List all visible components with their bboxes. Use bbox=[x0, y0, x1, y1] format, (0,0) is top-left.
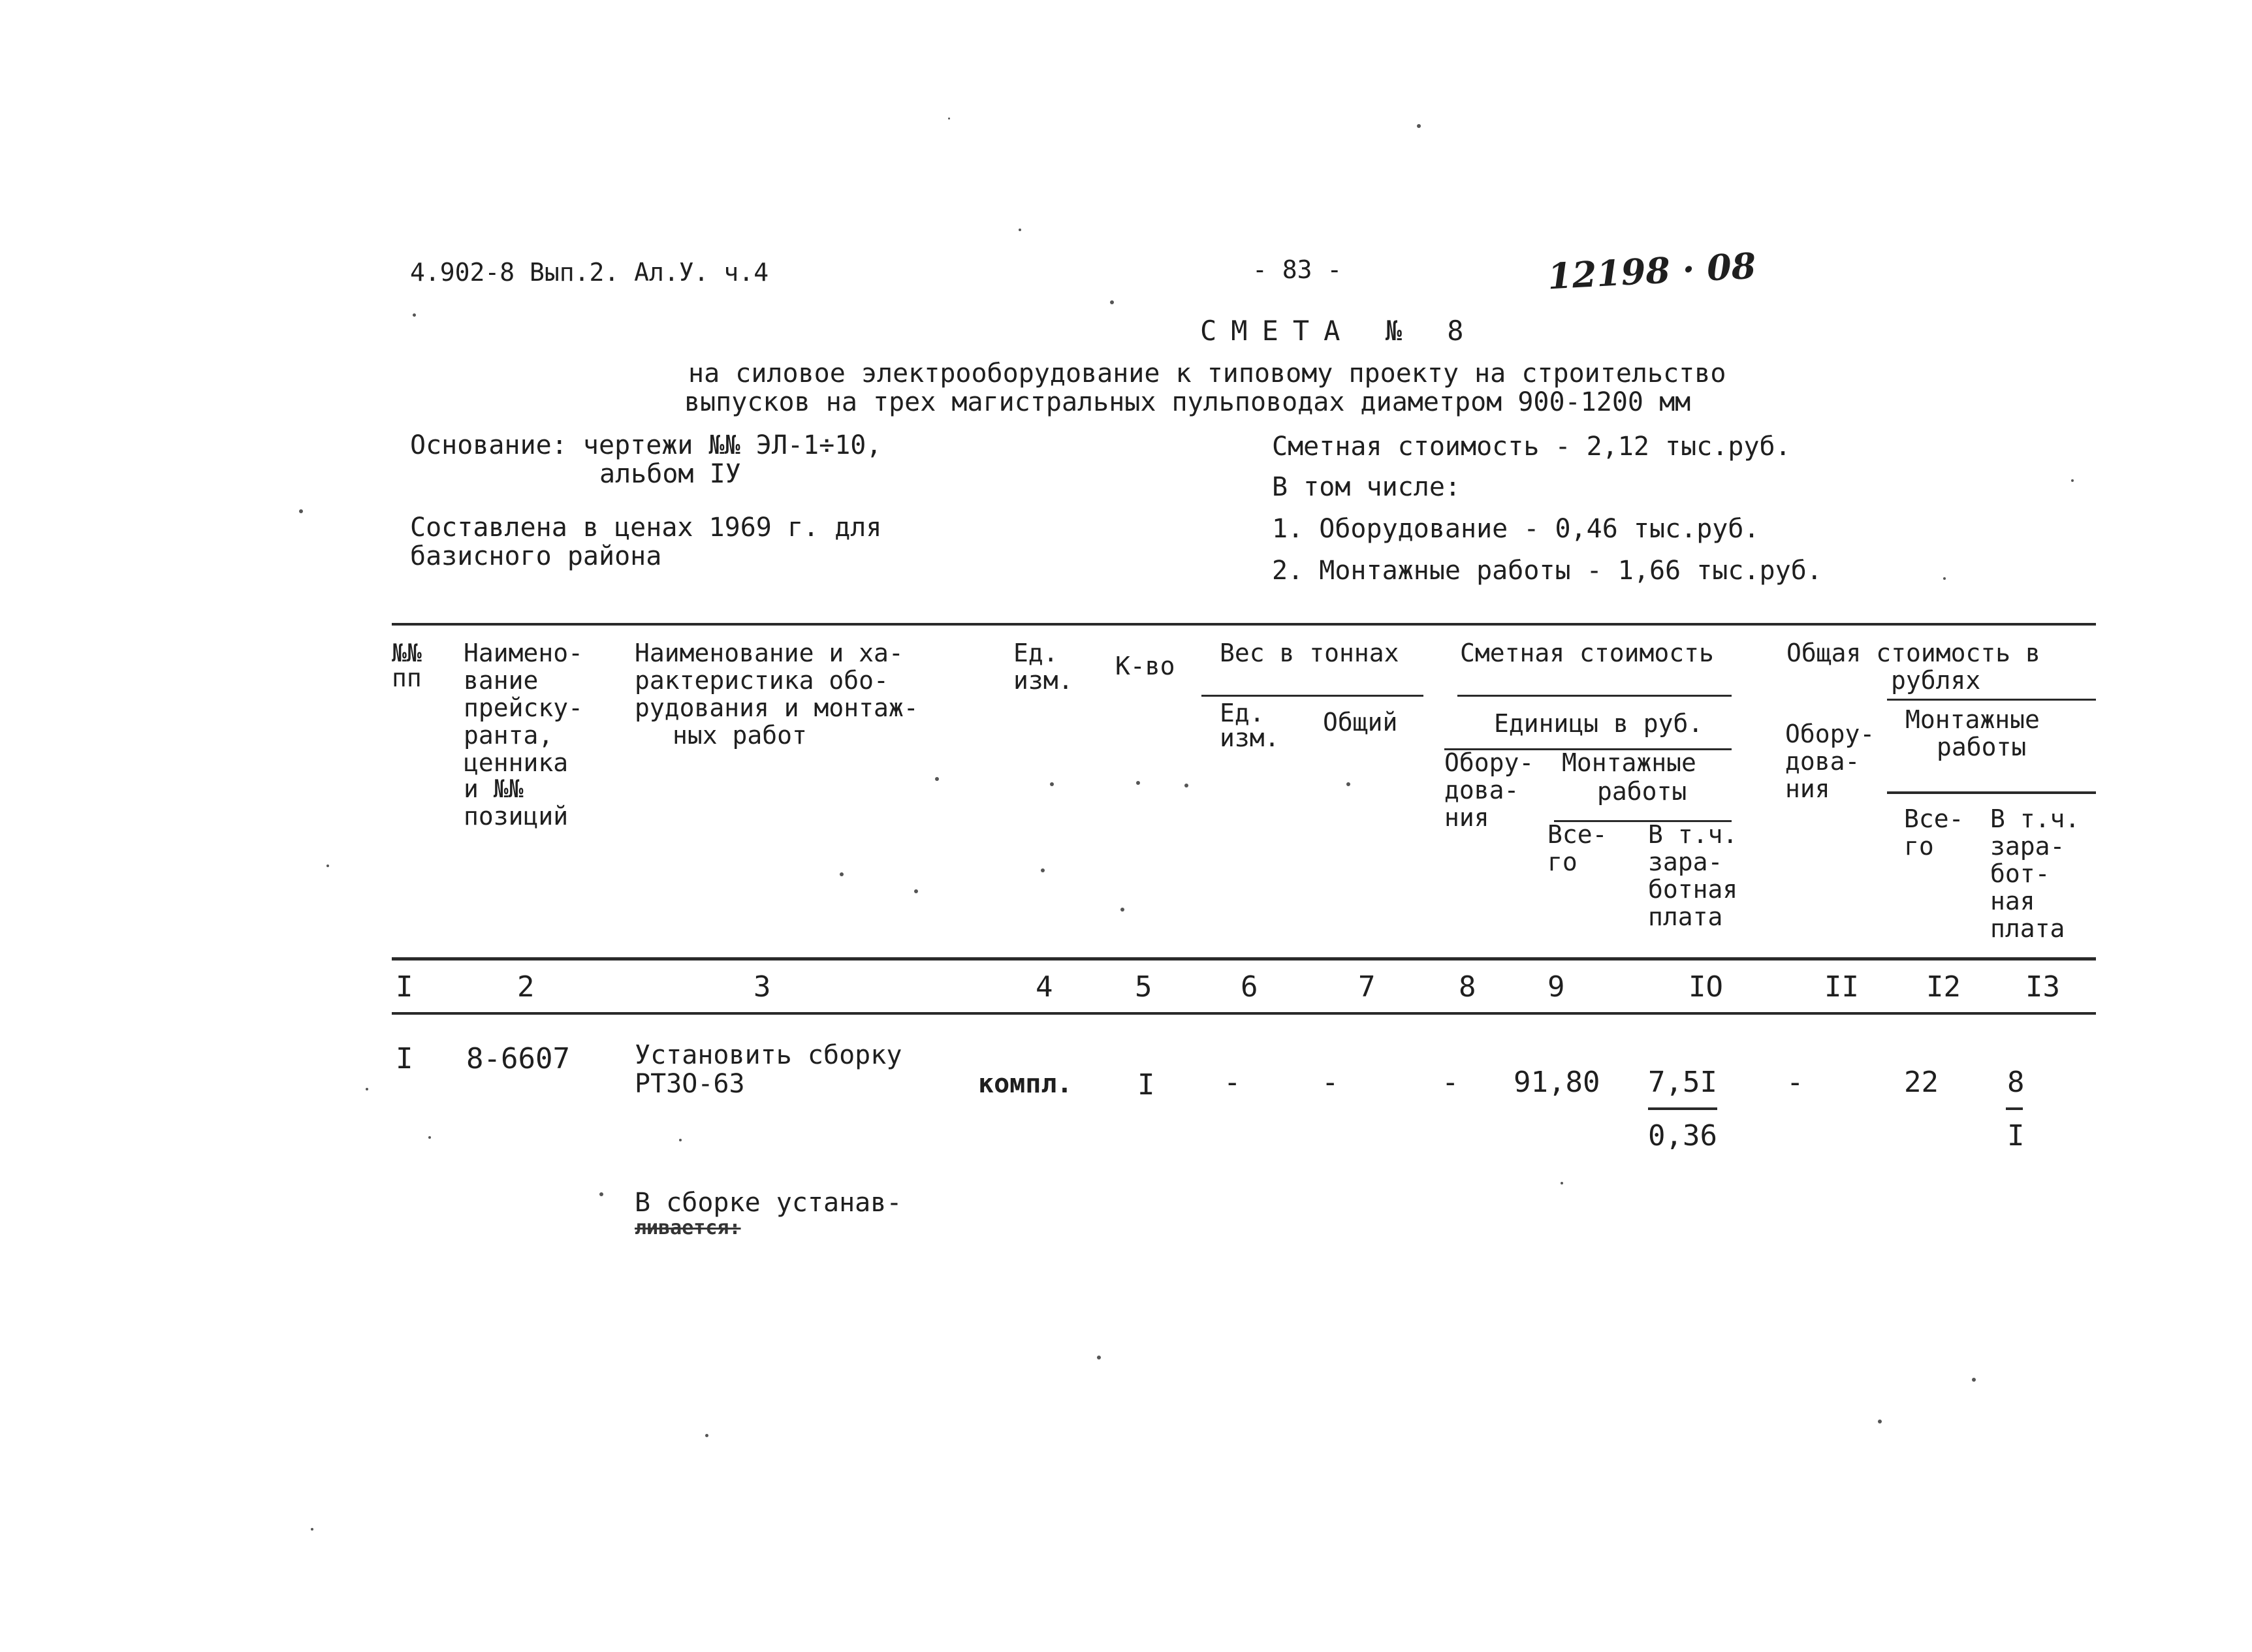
scan-speck bbox=[299, 509, 303, 513]
scan-speck bbox=[1346, 782, 1350, 786]
weight-header: Вес в тоннах bbox=[1220, 639, 1399, 667]
col1-header-l1: №№ bbox=[392, 639, 422, 667]
est-cost-header: Сметная стоимость bbox=[1460, 639, 1714, 667]
row-equip: - bbox=[1442, 1066, 1459, 1099]
mont-wage-header-l4: плата bbox=[1648, 902, 1723, 931]
mont-wage-header-l2: зара- bbox=[1648, 848, 1723, 876]
col3-header-l3: рудования и монтаж- bbox=[635, 693, 919, 722]
scan-speck bbox=[1972, 1378, 1976, 1382]
row-total-wage-rule bbox=[2006, 1107, 2023, 1110]
total-wage-header-l1: В т.ч. bbox=[1990, 804, 2080, 833]
basis-line-1: Основание: чертежи №№ ЭЛ-1÷10, bbox=[410, 430, 882, 460]
col-number-10: IO bbox=[1689, 970, 1723, 1004]
mont-all-header-l1: Все- bbox=[1547, 820, 1608, 849]
row-weight-unit: - bbox=[1224, 1066, 1241, 1099]
total-mont-header-l1: Монтажные bbox=[1905, 705, 2040, 734]
col2-header-l4: ранта, bbox=[464, 721, 554, 750]
col-number-6: 6 bbox=[1241, 970, 1258, 1004]
scan-speck bbox=[413, 313, 416, 317]
mont-wage-header-l1: В т.ч. bbox=[1648, 820, 1738, 849]
table-top-rule bbox=[392, 623, 2096, 626]
scan-speck bbox=[428, 1136, 431, 1139]
handwritten-number: 12198 · 08 bbox=[1546, 244, 1757, 298]
row-weight-total: - bbox=[1322, 1066, 1339, 1099]
col2-header-l6: и №№ bbox=[464, 774, 524, 803]
scan-speck bbox=[935, 777, 939, 781]
equip-header-l3: ния bbox=[1444, 803, 1489, 832]
tmont-rule bbox=[1887, 791, 2096, 794]
document-title: СМЕТА № 8 bbox=[1200, 315, 1478, 347]
including-label: В том числе: bbox=[1272, 472, 1461, 502]
total-cost-header-l2: рублях bbox=[1891, 666, 1981, 695]
units-rub-header: Единицы в руб. bbox=[1494, 709, 1704, 738]
scan-speck bbox=[1417, 124, 1421, 128]
subtitle-line-2: выпусков на трех магистральных пульповодах диаметром 900-1200 мм bbox=[684, 387, 1691, 417]
column-numbers-rule bbox=[392, 1012, 2096, 1015]
total-equip-header-l2: дова- bbox=[1785, 747, 1860, 776]
page-number: - 83 - bbox=[1252, 255, 1342, 284]
equip-header-l2: дова- bbox=[1444, 776, 1519, 804]
scan-speck bbox=[1561, 1182, 1563, 1184]
total-wage-header-l4: ная bbox=[1990, 887, 2035, 915]
col-number-9: 9 bbox=[1547, 970, 1565, 1004]
prices-line-2: базисного района bbox=[410, 541, 662, 571]
prices-line-1: Составлена в ценах 1969 г. для bbox=[410, 513, 882, 543]
scan-speck bbox=[840, 872, 844, 876]
scan-speck bbox=[1110, 300, 1114, 304]
col-number-13: I3 bbox=[2025, 970, 2060, 1004]
col-number-11: II bbox=[1824, 970, 1859, 1004]
scan-speck bbox=[948, 118, 950, 119]
total-equip-header-l3: ния bbox=[1785, 774, 1830, 803]
col2-header-l3: прейску- bbox=[464, 693, 584, 722]
scan-speck bbox=[311, 1528, 313, 1531]
col2-header-l1: Наимено- bbox=[464, 639, 584, 667]
scan-speck bbox=[914, 889, 918, 893]
total-cost-rule bbox=[1887, 699, 2096, 701]
col3-header-l4: ных работ bbox=[673, 721, 807, 750]
scan-speck bbox=[1184, 784, 1188, 787]
est-cost-rule bbox=[1457, 695, 1732, 697]
installation-cost: 2. Монтажные работы - 1,66 тыс.руб. bbox=[1272, 556, 1822, 586]
header-bottom-rule bbox=[392, 957, 2096, 961]
scan-speck bbox=[1943, 577, 1946, 580]
equip-header-l1: Обору- bbox=[1444, 748, 1534, 777]
row-total-equip: - bbox=[1786, 1066, 1804, 1099]
col4-header-l1: Ед. bbox=[1013, 639, 1058, 667]
equipment-cost: 1. Оборудование - 0,46 тыс.руб. bbox=[1272, 514, 1760, 544]
row-qty: I bbox=[1137, 1068, 1155, 1102]
row-mont-wage-top: 7,5I bbox=[1648, 1066, 1717, 1099]
total-all-header-l2: го bbox=[1904, 832, 1934, 861]
basis-line-2: альбом IУ bbox=[599, 459, 741, 489]
row-mont-all: 91,80 bbox=[1514, 1066, 1600, 1099]
row-total-all: 22 bbox=[1904, 1066, 1939, 1099]
col-number-2: 2 bbox=[517, 970, 535, 1004]
scan-speck bbox=[1041, 868, 1045, 872]
total-equip-header-l1: Обору- bbox=[1785, 720, 1875, 748]
scan-speck bbox=[1136, 781, 1140, 785]
col2-header-l7: позиций bbox=[464, 802, 569, 831]
col2-header-l5: ценника bbox=[464, 748, 569, 777]
row-total-wage-top: 8 bbox=[2007, 1066, 2025, 1099]
document-code: 4.902-8 Вып.2. Ал.У. ч.4 bbox=[410, 258, 769, 287]
col-number-7: 7 bbox=[1358, 970, 1376, 1004]
col-number-5: 5 bbox=[1135, 970, 1152, 1004]
total-cost-header-l1: Общая стоимость в bbox=[1786, 639, 2040, 667]
scan-speck bbox=[599, 1192, 603, 1196]
mont-all-header-l2: го bbox=[1547, 848, 1578, 876]
row-unit: компл. bbox=[978, 1069, 1073, 1099]
scan-speck bbox=[1120, 908, 1124, 912]
col4-header-l2: изм. bbox=[1013, 666, 1073, 695]
row-code: 8-6607 bbox=[466, 1042, 570, 1075]
total-wage-header-l2: зара- bbox=[1990, 832, 2065, 861]
scan-speck bbox=[1019, 229, 1021, 231]
col-number-1: I bbox=[396, 970, 413, 1004]
col1-header-l2: пп bbox=[392, 663, 422, 692]
scan-speck bbox=[366, 1088, 368, 1090]
scan-speck bbox=[705, 1434, 708, 1437]
weight-unit-header-l1: Ед. bbox=[1220, 699, 1265, 727]
total-wage-header-l5: плата bbox=[1990, 914, 2065, 943]
scan-speck bbox=[326, 865, 329, 867]
row-name-l2: РТЗО-63 bbox=[635, 1069, 745, 1099]
scan-speck bbox=[2071, 479, 2074, 482]
mont-wage-header-l3: ботная bbox=[1648, 875, 1738, 904]
total-wage-header-l3: бот- bbox=[1990, 859, 2050, 888]
weight-rule bbox=[1201, 695, 1423, 697]
scan-speck bbox=[1878, 1420, 1882, 1423]
col3-header-l1: Наименование и ха- bbox=[635, 639, 904, 667]
total-all-header-l1: Все- bbox=[1904, 804, 1964, 833]
row-total-wage-bottom: I bbox=[2007, 1119, 2025, 1152]
subtitle-line-1: на силовое электрооборудование к типовому проекту на строительство bbox=[688, 358, 1726, 389]
weight-unit-header-l2: изм. bbox=[1220, 723, 1280, 752]
col-number-8: 8 bbox=[1459, 970, 1476, 1004]
col3-header-l2: рактеристика обо- bbox=[635, 666, 889, 695]
row-number: I bbox=[396, 1042, 413, 1075]
mont-header-l1: Монтажные bbox=[1562, 748, 1696, 777]
row-mont-wage-rule bbox=[1648, 1107, 1717, 1110]
weight-total-header: Общий bbox=[1323, 708, 1398, 737]
col-number-3: 3 bbox=[753, 970, 771, 1004]
scan-speck bbox=[1097, 1356, 1101, 1359]
row-name-l1: Установить сборку bbox=[635, 1040, 902, 1070]
note-line-2-struck: ливается: bbox=[635, 1216, 741, 1239]
scan-speck bbox=[679, 1139, 682, 1141]
mont-header-l2: работы bbox=[1597, 777, 1687, 806]
total-mont-header-l2: работы bbox=[1937, 733, 2027, 761]
col2-header-l2: вание bbox=[464, 666, 539, 695]
col5-header: К-во bbox=[1115, 652, 1175, 680]
row-mont-wage-bottom: 0,36 bbox=[1648, 1119, 1717, 1152]
col-number-12: I2 bbox=[1926, 970, 1961, 1004]
estimated-cost: Сметная стоимость - 2,12 тыс.руб. bbox=[1272, 432, 1791, 462]
col-number-4: 4 bbox=[1036, 970, 1053, 1004]
note-line-1: В сборке устанав- bbox=[635, 1188, 902, 1218]
scan-speck bbox=[1050, 782, 1054, 786]
